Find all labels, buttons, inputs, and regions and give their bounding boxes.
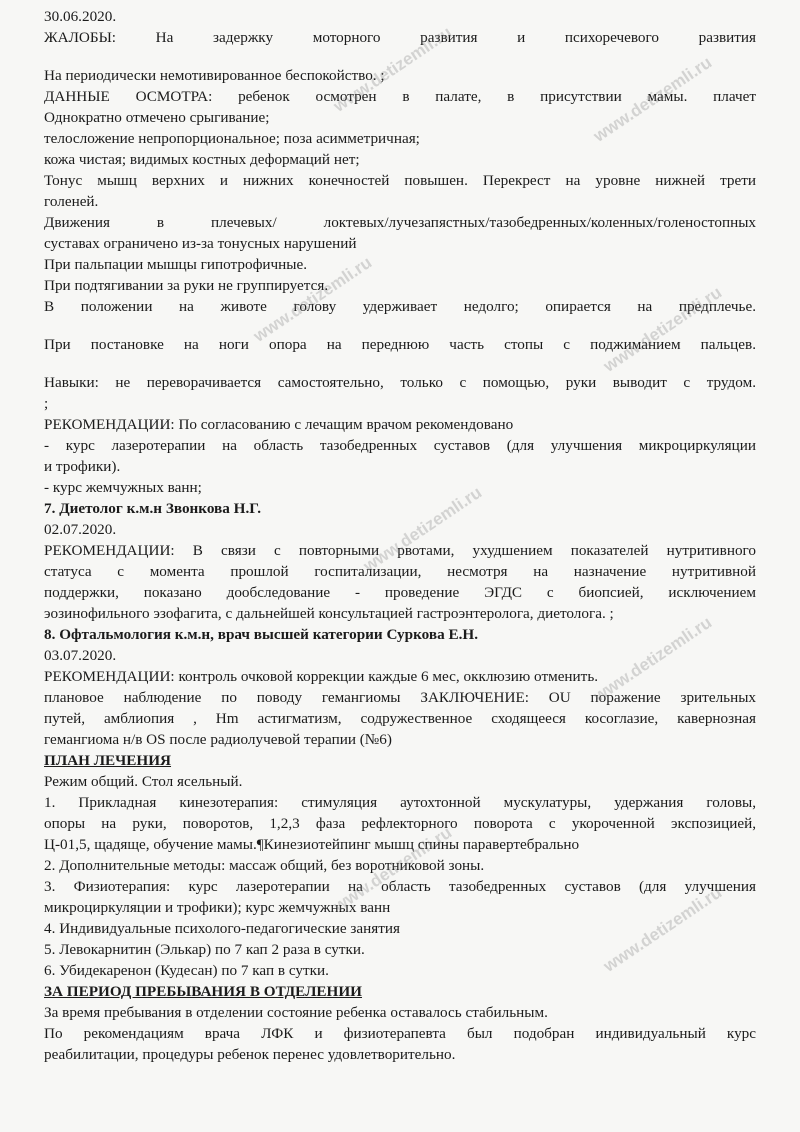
watermark: www.detizemli.ru <box>250 252 376 346</box>
exam-line: голеней. <box>44 193 99 210</box>
exam-line: Однократно отмечено срыгивание; <box>44 109 270 126</box>
separator-line: ; <box>44 395 49 412</box>
treatment-plan-line: Режим общий. Стол ясельный. <box>44 773 243 790</box>
exam-line: При постановке на ноги опора на переднюю часть стопы с поджиманием пальцев. <box>44 336 756 353</box>
exam-line: При подтягивании за руки не группируется. <box>44 277 329 294</box>
exam-line: суставах ограничено из-за тонусных нарушений <box>44 235 357 252</box>
treatment-plan-line: 4. Индивидуальные психолого-педагогические занятия <box>44 920 400 937</box>
treatment-plan-heading: ПЛАН ЛЕЧЕНИЯ <box>44 752 172 769</box>
watermark: www.detizemli.ru <box>600 282 726 376</box>
recommendations-line: и трофики). <box>44 458 121 475</box>
dietologist-text: эозинофильного эзофагита, с дальнейшей консультацией гастроэнтеролога, диетолога. ; <box>44 605 614 622</box>
treatment-plan-line: Ц-01,5, щадяще, обучение мамы.¶Кинезиотейпинг мышц спины паравертебрально <box>44 836 580 853</box>
ophthalmology-text: путей, амблиопия , Hm астигматизм, содружественное сходящееся косоглазие, кавернозная <box>44 710 756 727</box>
dietologist-text: статуса с момента прошлой госпитализации, несмотря на назначение нутритивной <box>44 563 756 580</box>
ophthalmology-text: гемангиома н/в OS после радиолучевой терапии (№6) <box>44 731 392 748</box>
recommendations-line: - курс лазеротерапии на область тазобедренных суставов (для улучшения микроциркуляции <box>44 437 756 454</box>
watermark: www.detizemli.ru <box>330 822 456 916</box>
skills-line: Навыки: не переворачивается самостоятельно, только с помощью, руки выводит с трудом. <box>44 374 756 391</box>
recommendations-line: РЕКОМЕНДАЦИИ: По согласованию с лечащим врачом рекомендовано <box>44 416 514 433</box>
dietologist-date: 02.07.2020. <box>44 521 117 538</box>
complaints-line: ЖАЛОБЫ: На задержку моторного развития и психоречевого развития <box>44 29 756 46</box>
exam-date: 30.06.2020. <box>44 8 117 25</box>
treatment-plan-line: 3. Физиотерапия: курс лазеротерапии на область тазобедренных суставов (для улучшения <box>44 878 756 895</box>
exam-line: При пальпации мышцы гипотрофичные. <box>44 256 308 273</box>
exam-line: Движения в плечевых/ локтевых/лучезапястных/тазобедренных/коленных/голеностопных <box>44 214 756 231</box>
complaints-continued: На периодически немотивированное беспокойство. ; <box>44 67 385 84</box>
ophthalmology-heading: 8. Офтальмология к.м.н, врач высшей категории Суркова Е.Н. <box>44 626 478 643</box>
exam-line: Тонус мышц верхних и нижних конечностей повышен. Перекрест на уровне нижней трети <box>44 172 756 189</box>
document-page <box>44 6 756 1065</box>
dietologist-text: РЕКОМЕНДАЦИИ: В связи с повторными рвотами, ухудшением показателей нутритивного <box>44 542 756 559</box>
treatment-plan-line: 5. Левокарнитин (Элькар) по 7 кап 2 раза в сутки. <box>44 941 365 958</box>
recommendations-line: - курс жемчужных ванн; <box>44 479 202 496</box>
blank-line <box>44 355 756 372</box>
stay-period-line: реабилитации, процедуры ребенок перенес удовлетворительно. <box>44 1046 456 1063</box>
blank-line <box>44 317 756 334</box>
watermark: www.detizemli.ru <box>600 882 726 976</box>
blank-line <box>44 48 756 65</box>
ophthalmology-date: 03.07.2020. <box>44 647 117 664</box>
treatment-plan-line: микроциркуляции и трофики); курс жемчужных ванн <box>44 899 391 916</box>
watermark: www.detizemli.ru <box>590 52 716 146</box>
stay-period-line: По рекомендациям врача ЛФК и физиотерапевта был подобран индивидуальный курс <box>44 1025 756 1042</box>
ophthalmology-text: плановое наблюдение по поводу гемангиомы ЗАКЛЮЧЕНИЕ: OU поражение зрительных <box>44 689 756 706</box>
dietologist-text: поддержки, показано дообследование - проведение ЭГДС с биопсией, исключением <box>44 584 756 601</box>
exam-line: кожа чистая; видимых костных деформаций нет; <box>44 151 360 168</box>
dietologist-heading: 7. Диетолог к.м.н Звонкова Н.Г. <box>44 500 261 517</box>
stay-period-heading: ЗА ПЕРИОД ПРЕБЫВАНИЯ В ОТДЕЛЕНИИ <box>44 983 363 1000</box>
treatment-plan-line: 6. Убидекаренон (Кудесан) по 7 кап в сутки. <box>44 962 329 979</box>
watermark: www.detizemli.ru <box>330 22 456 116</box>
ophthalmology-text: РЕКОМЕНДАЦИИ: контроль очковой коррекции каждые 6 мес, окклюзию отменить. <box>44 668 599 685</box>
treatment-plan-line: опоры на руки, поворотов, 1,2,3 фаза рефлекторного поворота с укороченной экспозицией, <box>44 815 756 832</box>
watermark: www.detizemli.ru <box>590 612 716 706</box>
exam-data-line: ДАННЫЕ ОСМОТРА: ребенок осмотрен в палате, в присутствии мамы. плачет <box>44 88 756 105</box>
exam-line: телосложение непропорциональное; поза асимметричная; <box>44 130 420 147</box>
stay-period-line: За время пребывания в отделении состояние ребенка оставалось стабильным. <box>44 1004 548 1021</box>
watermark: www.detizemli.ru <box>360 482 486 576</box>
treatment-plan-line: 1. Прикладная кинезотерапия: стимуляция аутохтонной мускулатуры, удержания головы, <box>44 794 756 811</box>
exam-line: В положении на животе голову удерживает недолго; опирается на предплечье. <box>44 298 756 315</box>
treatment-plan-line: 2. Дополнительные методы: массаж общий, без воротниковой зоны. <box>44 857 485 874</box>
